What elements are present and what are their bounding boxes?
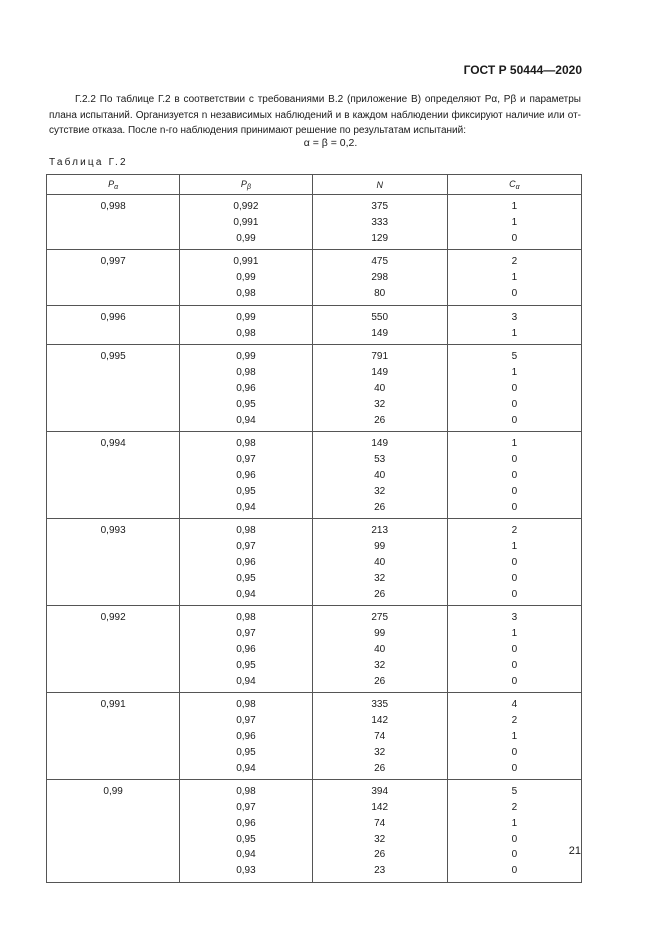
cell-p-alpha: 0,998 <box>47 195 180 250</box>
cell-value: 213 <box>371 525 389 537</box>
cell-value: 74 <box>374 730 386 742</box>
table-row <box>47 195 582 250</box>
cell-value: 129 <box>371 232 389 244</box>
cell-value: 1 <box>511 327 518 339</box>
cell-value: 0,94 <box>236 501 256 513</box>
cell-p-beta <box>180 345 312 432</box>
cell-value: 1 <box>511 216 518 228</box>
cell-value: 74 <box>374 817 386 829</box>
cell-value: 0,99 <box>236 272 256 284</box>
table-caption: Таблица Г.2 <box>49 157 128 168</box>
table-body <box>47 195 582 883</box>
cell-value: 0 <box>511 572 518 584</box>
cell-value: 1 <box>511 367 518 379</box>
cell-value: 32 <box>374 746 386 758</box>
cell-value: 1 <box>511 541 518 553</box>
column-header-symbol: P <box>240 178 247 189</box>
cell-n <box>312 250 447 305</box>
column-header-symbol: N <box>376 179 383 190</box>
cell-value: 0 <box>511 762 518 774</box>
cell-value: 0 <box>511 865 518 877</box>
cell-value: 475 <box>371 256 389 268</box>
column-header <box>180 175 312 195</box>
cell-p-alpha: 0,995 <box>47 345 180 432</box>
cell-value: 32 <box>374 572 386 584</box>
column-header-subscript: α <box>114 183 119 191</box>
cell-value: 40 <box>374 643 386 655</box>
cell-value: 0,98 <box>236 612 256 624</box>
cell-value: 0,99 <box>236 351 256 363</box>
cell-value: 1 <box>511 201 518 212</box>
cell-value: 142 <box>371 802 389 814</box>
cell-value: 333 <box>371 216 389 228</box>
cell-value: 2 <box>511 256 518 268</box>
cell-value: 0 <box>511 398 518 410</box>
cell-value: 0 <box>511 659 518 671</box>
column-header <box>47 175 180 195</box>
cell-value: 53 <box>374 454 386 466</box>
cell-p-alpha: 0,997 <box>47 250 180 305</box>
cell-value: 0,97 <box>236 541 256 553</box>
cell-value: 0,96 <box>236 817 256 829</box>
cell-value: 0 <box>511 849 518 861</box>
cell-value: 0,96 <box>236 469 256 481</box>
cell-value: 32 <box>374 485 386 497</box>
cell-value: 0 <box>511 469 518 481</box>
cell-p-beta <box>180 432 312 519</box>
cell-value: 0,992 <box>233 201 259 212</box>
table-row <box>47 606 582 693</box>
cell-value: 142 <box>371 715 389 727</box>
cell-value: 0,95 <box>236 746 256 758</box>
cell-value: 0,93 <box>236 865 256 877</box>
cell-value: 26 <box>374 501 386 513</box>
cell-value: 1 <box>511 730 518 742</box>
cell-value: 394 <box>371 786 389 798</box>
cell-value: 0 <box>511 746 518 758</box>
cell-value: 0,95 <box>236 398 256 410</box>
cell-n <box>312 606 447 693</box>
cell-value: 0,98 <box>236 367 256 379</box>
cell-value: 26 <box>374 675 386 687</box>
cell-value: 0,96 <box>236 382 256 394</box>
cell-c-alpha <box>447 432 581 519</box>
cell-n <box>312 693 447 780</box>
cell-value: 0 <box>511 485 518 497</box>
cell-value: 0,97 <box>236 802 256 814</box>
cell-value: 40 <box>374 382 386 394</box>
cell-n <box>312 519 447 606</box>
table-row <box>47 780 582 883</box>
cell-value: 0 <box>511 414 518 426</box>
cell-value: 0,99 <box>236 311 256 323</box>
column-header-symbol: C <box>509 178 516 189</box>
cell-value: 26 <box>374 849 386 861</box>
cell-value: 149 <box>371 367 389 379</box>
cell-value: 0,98 <box>236 438 256 450</box>
data-table <box>46 174 582 883</box>
cell-value: 0 <box>511 382 518 394</box>
cell-value: 0,97 <box>236 454 256 466</box>
cell-value: 32 <box>374 398 386 410</box>
cell-value: 0 <box>511 588 518 600</box>
cell-value: 0,98 <box>236 699 256 711</box>
cell-value: 0,95 <box>236 659 256 671</box>
cell-n <box>312 345 447 432</box>
cell-value: 791 <box>371 351 389 363</box>
cell-value: 0 <box>511 287 518 299</box>
cell-c-alpha <box>447 345 581 432</box>
cell-c-alpha <box>447 693 581 780</box>
cell-c-alpha <box>447 250 581 305</box>
cell-p-beta <box>180 305 312 345</box>
cell-p-beta <box>180 780 312 883</box>
cell-value: 4 <box>511 699 518 711</box>
cell-value: 0,94 <box>236 675 256 687</box>
cell-value: 3 <box>511 311 518 323</box>
cell-value: 2 <box>511 715 518 727</box>
cell-value: 2 <box>511 525 518 537</box>
page-number: 21 <box>568 845 581 857</box>
cell-p-alpha: 0,99 <box>47 780 180 883</box>
cell-value: 0,991 <box>233 256 259 268</box>
cell-value: 0,96 <box>236 643 256 655</box>
cell-value: 0 <box>511 643 518 655</box>
cell-value: 1 <box>511 817 518 829</box>
cell-n <box>312 305 447 345</box>
cell-p-beta <box>180 195 312 250</box>
cell-value: 0 <box>511 833 518 845</box>
cell-c-alpha <box>447 606 581 693</box>
table-row <box>47 345 582 432</box>
cell-value: 550 <box>371 311 389 323</box>
table-header-row <box>47 175 582 195</box>
cell-value: 99 <box>374 628 386 640</box>
cell-c-alpha <box>447 195 581 250</box>
cell-p-beta <box>180 693 312 780</box>
cell-value: 0,95 <box>236 485 256 497</box>
cell-value: 149 <box>371 327 389 339</box>
table-row <box>47 693 582 780</box>
cell-value: 0,94 <box>236 588 256 600</box>
cell-value: 99 <box>374 541 386 553</box>
cell-value: 0,99 <box>236 232 256 244</box>
formula: α = β = 0,2. <box>303 137 358 149</box>
cell-value: 298 <box>371 272 389 284</box>
cell-value: 0,94 <box>236 414 256 426</box>
cell-value: 0,98 <box>236 327 256 339</box>
cell-p-alpha: 0,996 <box>47 305 180 345</box>
cell-value: 40 <box>374 469 386 481</box>
cell-value: 2 <box>511 802 518 814</box>
table-row <box>47 519 582 606</box>
cell-value: 0,97 <box>236 715 256 727</box>
cell-value: 0,991 <box>233 216 259 228</box>
column-header <box>447 175 581 195</box>
cell-value: 0,98 <box>236 786 256 798</box>
cell-value: 40 <box>374 556 386 568</box>
cell-value: 0 <box>511 501 518 513</box>
cell-value: 0,97 <box>236 628 256 640</box>
cell-value: 335 <box>371 699 389 711</box>
cell-p-alpha: 0,992 <box>47 606 180 693</box>
cell-value: 0,96 <box>236 730 256 742</box>
cell-p-alpha: 0,991 <box>47 693 180 780</box>
cell-p-alpha: 0,994 <box>47 432 180 519</box>
cell-p-alpha: 0,993 <box>47 519 180 606</box>
cell-value: 1 <box>511 272 518 284</box>
cell-value: 5 <box>511 351 518 363</box>
cell-value: 26 <box>374 414 386 426</box>
column-header <box>312 175 447 195</box>
cell-n <box>312 195 447 250</box>
column-header-subscript: α <box>515 183 520 191</box>
cell-value: 375 <box>371 201 389 212</box>
cell-value: 32 <box>374 833 386 845</box>
table-row <box>47 432 582 519</box>
cell-value: 0,98 <box>236 287 256 299</box>
table-row <box>47 250 582 305</box>
cell-p-beta <box>180 519 312 606</box>
document-header: ГОСТ Р 50444—2020 <box>463 63 582 77</box>
cell-n <box>312 780 447 883</box>
cell-c-alpha <box>447 305 581 345</box>
cell-value: 0 <box>511 454 518 466</box>
cell-n <box>312 432 447 519</box>
cell-value: 0 <box>511 675 518 687</box>
cell-value: 80 <box>374 287 386 299</box>
cell-value: 0,94 <box>236 762 256 774</box>
cell-p-beta <box>180 250 312 305</box>
cell-value: 275 <box>371 612 389 624</box>
cell-value: 0,96 <box>236 556 256 568</box>
cell-value: 0,95 <box>236 833 256 845</box>
paragraph-g22: Г.2.2 По таблице Г.2 в соответствии с требованиями В.2 (приложение В) определяют Pα, Pβ и параметры плана испытаний. Организуется n независимых наблюдений и в каждом наблюдении фиксируют наличие или от-сутствие отказа. После n-го наблюдения принимают решение по результатам испытаний: <box>49 94 581 136</box>
cell-value: 5 <box>511 786 518 798</box>
cell-value: 23 <box>374 865 386 877</box>
cell-value: 3 <box>511 612 518 624</box>
table-row <box>47 305 582 345</box>
cell-value: 0 <box>511 232 518 244</box>
cell-value: 0,98 <box>236 525 256 537</box>
cell-value: 149 <box>371 438 389 450</box>
cell-p-beta <box>180 606 312 693</box>
column-header-symbol: P <box>108 178 115 189</box>
cell-value: 1 <box>511 628 518 640</box>
cell-value: 0,95 <box>236 572 256 584</box>
cell-c-alpha <box>447 780 581 883</box>
cell-value: 1 <box>511 438 518 450</box>
cell-value: 26 <box>374 588 386 600</box>
cell-value: 0 <box>511 556 518 568</box>
cell-value: 32 <box>374 659 386 671</box>
cell-value: 0,94 <box>236 849 256 861</box>
cell-value: 26 <box>374 762 386 774</box>
cell-c-alpha <box>447 519 581 606</box>
column-header-subscript: β <box>246 183 251 191</box>
